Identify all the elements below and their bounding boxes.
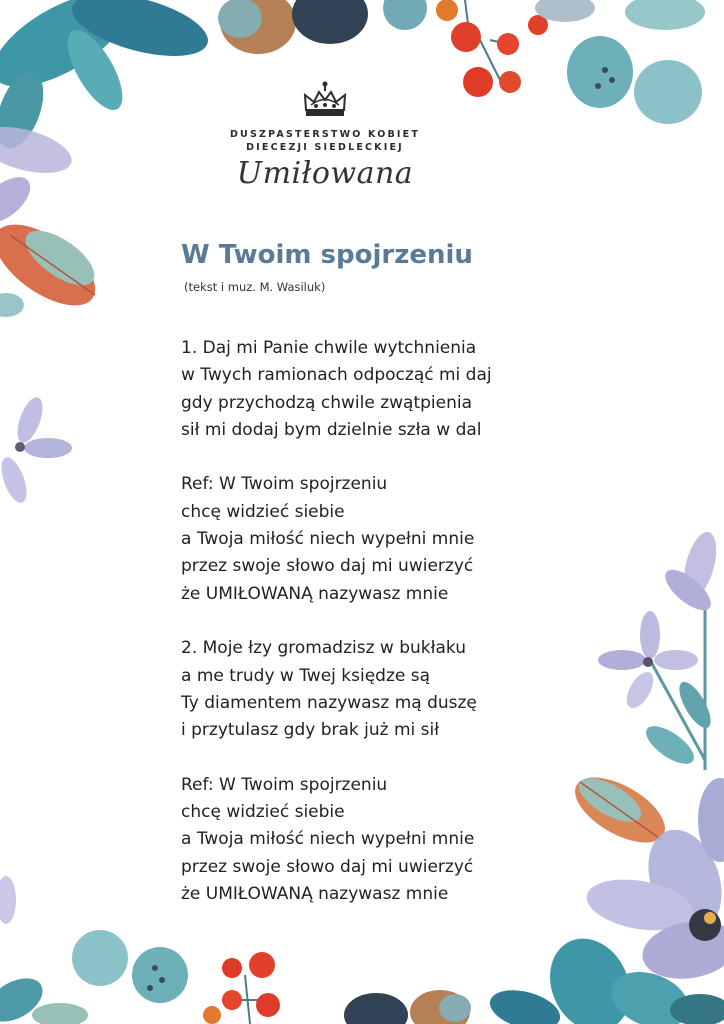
organization-name-line2: DIECEZJI SIEDLECKIEJ	[246, 142, 404, 153]
stanza-refrain-2	[181, 772, 601, 908]
lyric-line: że UMIŁOWANĄ nazywasz mnie	[181, 883, 449, 904]
lyric-line: że UMIŁOWANĄ nazywasz mnie	[181, 583, 449, 604]
bottom-round-stones	[344, 990, 471, 1024]
organization-name-line1: DUSZPASTERSTWO KOBIET	[229, 129, 421, 140]
song-lyrics	[181, 335, 601, 908]
top-red-berries	[436, 0, 548, 97]
lyric-line: a me trudy w Twej księdze są	[181, 665, 431, 686]
song-credit: (tekst i muz. M. Wasiluk)	[184, 280, 326, 294]
crown-icon	[302, 80, 348, 120]
bottom-left-leaves	[0, 876, 188, 1024]
top-left-lilac-flower	[0, 118, 77, 231]
left-small-flower	[0, 394, 72, 506]
lyric-line: gdy przychodzą chwile zwątpienia	[181, 392, 473, 413]
song-title: W Twoim spojrzeniu	[181, 240, 473, 270]
lyric-line: w Twych ramionach odpocząć mi daj	[181, 365, 492, 386]
lyric-line: przez swoje słowo daj mi uwierzyć	[181, 556, 474, 577]
lyric-line: 2. Moje łzy gromadzisz w bukłaku	[181, 638, 466, 659]
lyric-line: Ref: W Twoim spojrzeniu	[181, 774, 388, 795]
lyric-line: Ty diamentem nazywasz mą duszę	[181, 692, 477, 713]
lyric-line: a Twoja miłość niech wypełni mnie	[181, 829, 475, 850]
lyric-line: i przytulasz gdy brak już mi sił	[181, 720, 440, 741]
lyric-line: chcę widzieć siebie	[181, 802, 345, 823]
lyric-line: Ref: W Twoim spojrzeniu	[181, 474, 388, 495]
stanza-refrain-1	[181, 471, 601, 607]
lyric-line: a Twoja miłość niech wypełni mnie	[181, 529, 475, 550]
lyric-line: sił mi dodaj bym dzielnie szła w dal	[181, 419, 482, 440]
top-right-leaves	[535, 0, 705, 124]
organization-header	[200, 80, 450, 191]
lyric-line: chcę widzieć siebie	[181, 501, 345, 522]
lyric-line: 1. Daj mi Panie chwile wytchnienia	[181, 338, 477, 358]
bottom-red-berries	[203, 952, 280, 1024]
brand-signature: Umiłowana	[236, 156, 414, 191]
right-lilac-flowers	[598, 529, 722, 771]
top-round-stones	[218, 0, 427, 54]
stanza-verse-2	[181, 635, 601, 744]
lyric-line: przez swoje słowo daj mi uwierzyć	[181, 856, 474, 877]
stanza-verse-1	[181, 335, 601, 444]
